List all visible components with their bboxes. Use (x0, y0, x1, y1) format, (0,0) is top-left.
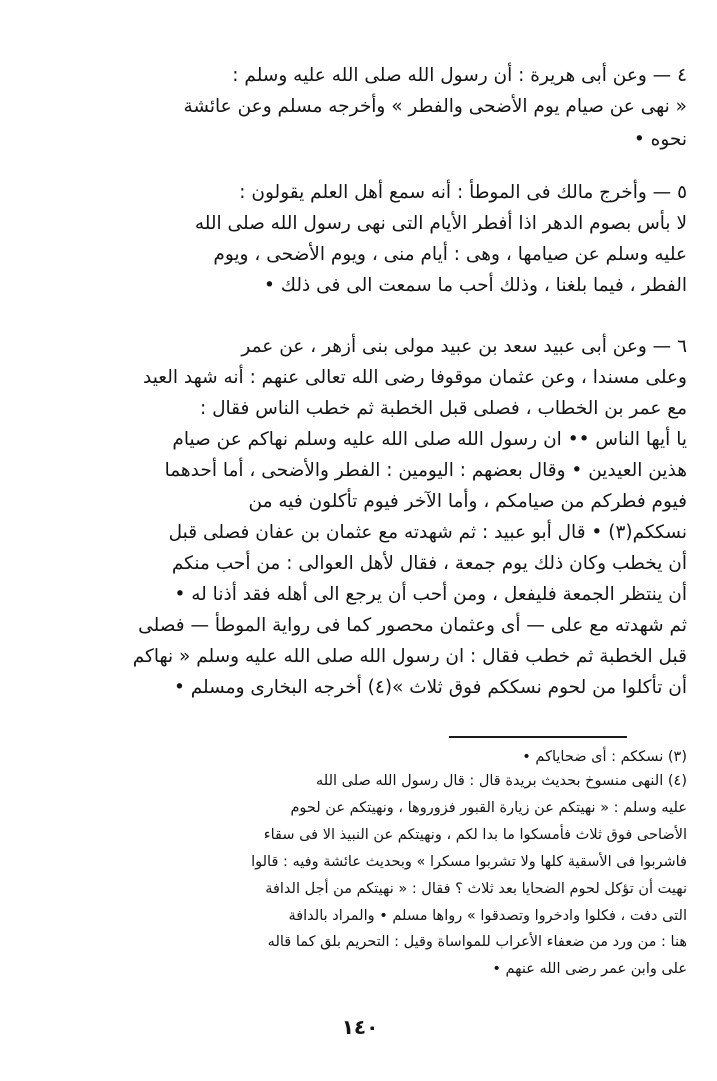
footnote-4-line-6: التى دفت ، فكلوا وادخروا وتصدقوا » رواها مسلم • والمراد بالدافة (288, 908, 687, 924)
paragraph-6-line-11: قبل الخطبة ثم خطب فقال : ان رسول الله صلى الله عليه وسلم « نهاكم (132, 646, 687, 667)
footnote-4-line-1: (٤) النهى منسوخ بحديث بريدة قال : قال رسول الله صلى الله (316, 773, 687, 789)
paragraph-4-line-1: ٤ — وعن أبى هريرة : أن رسول الله صلى الله عليه وسلم : (232, 65, 687, 86)
paragraph-5-line-2: لا بأس بصوم الدهر اذا أفطر الأيام التى نهى رسول الله صلى الله (194, 213, 687, 234)
paragraph-6-line-6: فيوم فطركم من صيامكم ، وأما الآخر فيوم تأكلون فيه من (248, 491, 687, 512)
footnote-divider (449, 736, 627, 738)
footnote-4-line-3: الأضاحى فوق ثلاث فأمسكوا ما بدا لكم ، ونهيتكم عن النبيذ الا فى سقاء (263, 827, 687, 843)
footnote-4-line-2: عليه وسلم : « نهيتكم عن زيارة القبور فزوروها ، ونهيتكم عن لحوم (290, 800, 687, 816)
paragraph-4-line-3: نحوه • (633, 129, 687, 150)
paragraph-5-line-4: الفطر ، فيما بلغنا ، وذلك أحب ما سمعت الى فى ذلك • (263, 275, 687, 296)
paragraph-5-line-1: ٥ — وأخرج مالك فى الموطأ : أنه سمع أهل العلم يقولون : (239, 182, 687, 203)
paragraph-6-line-9: أن ينتظر الجمعة فليفعل ، ومن أحب أن يرجع الى أهله فقد أذنا له • (174, 584, 687, 605)
paragraph-4-line-2: « نهى عن صيام يوم الأضحى والفطر » وأخرجه مسلم وعن عائشة (183, 96, 687, 117)
paragraph-6-line-3: مع عمر بن الخطاب ، فصلى قبل الخطبة ثم خطب الناس فقال : (199, 398, 687, 419)
footnote-4-line-5: نهيت أن تؤكل لحوم الضحايا بعد ثلاث ؟ فقال : « نهيتكم من أجل الدافة (265, 881, 687, 897)
paragraph-6-line-10: ثم شهدته مع على — أى وعثمان محصور كما فى رواية الموطأ — فصلى (138, 615, 687, 636)
paragraph-6-line-2: وعلى مسندا ، وعن عثمان موقوفا رضى الله تعالى عنهم : أنه شهد العيد (142, 367, 687, 388)
footnote-3-line-1: (٣) نسككم : أى ضحاياكم • (522, 749, 687, 765)
page-number: ١٤٠ (341, 1015, 379, 1039)
paragraph-5-line-3: عليه وسلم عن صيامها ، وهى : أيام منى ، ويوم الأضحى ، ويوم (213, 244, 687, 265)
paragraph-6-line-7: نسككم(٣) • قال أبو عبيد : ثم شهدته مع عثمان بن عفان فصلى قبل (168, 522, 687, 543)
footnote-4-line-4: فاشربوا فى الأسقية كلها ولا تشربوا مسكرا » وبحديث عائشة وفيه : قالوا (251, 854, 687, 870)
paragraph-6-line-5: هذين العيدين • وقال بعضهم : اليومين : الفطر والأضحى ، أما أحدهما (164, 460, 687, 481)
paragraph-6-line-1: ٦ — وعن أبى عبيد سعد بن عبيد مولى بنى أزهر ، عن عمر (241, 336, 687, 357)
footnote-4-line-8: على وابن عمر رضى الله عنهم • (492, 961, 687, 977)
paragraph-6-line-4: يا أيها الناس •• ان رسول الله صلى الله عليه وسلم نهاكم عن صيام (172, 429, 687, 450)
paragraph-6-line-12: أن تأكلوا من لحوم نسككم فوق ثلاث »(٤) أخرجه البخارى ومسلم • (173, 677, 687, 698)
paragraph-6-line-8: أن يخطب وكان ذلك يوم جمعة ، فقال لأهل العوالى : من أحب منكم (171, 553, 687, 574)
footnote-4-line-7: هنا : من ورد من ضعفاء الأعراب للمواساة وقيل : التحريم بلق كما قاله (267, 934, 687, 950)
